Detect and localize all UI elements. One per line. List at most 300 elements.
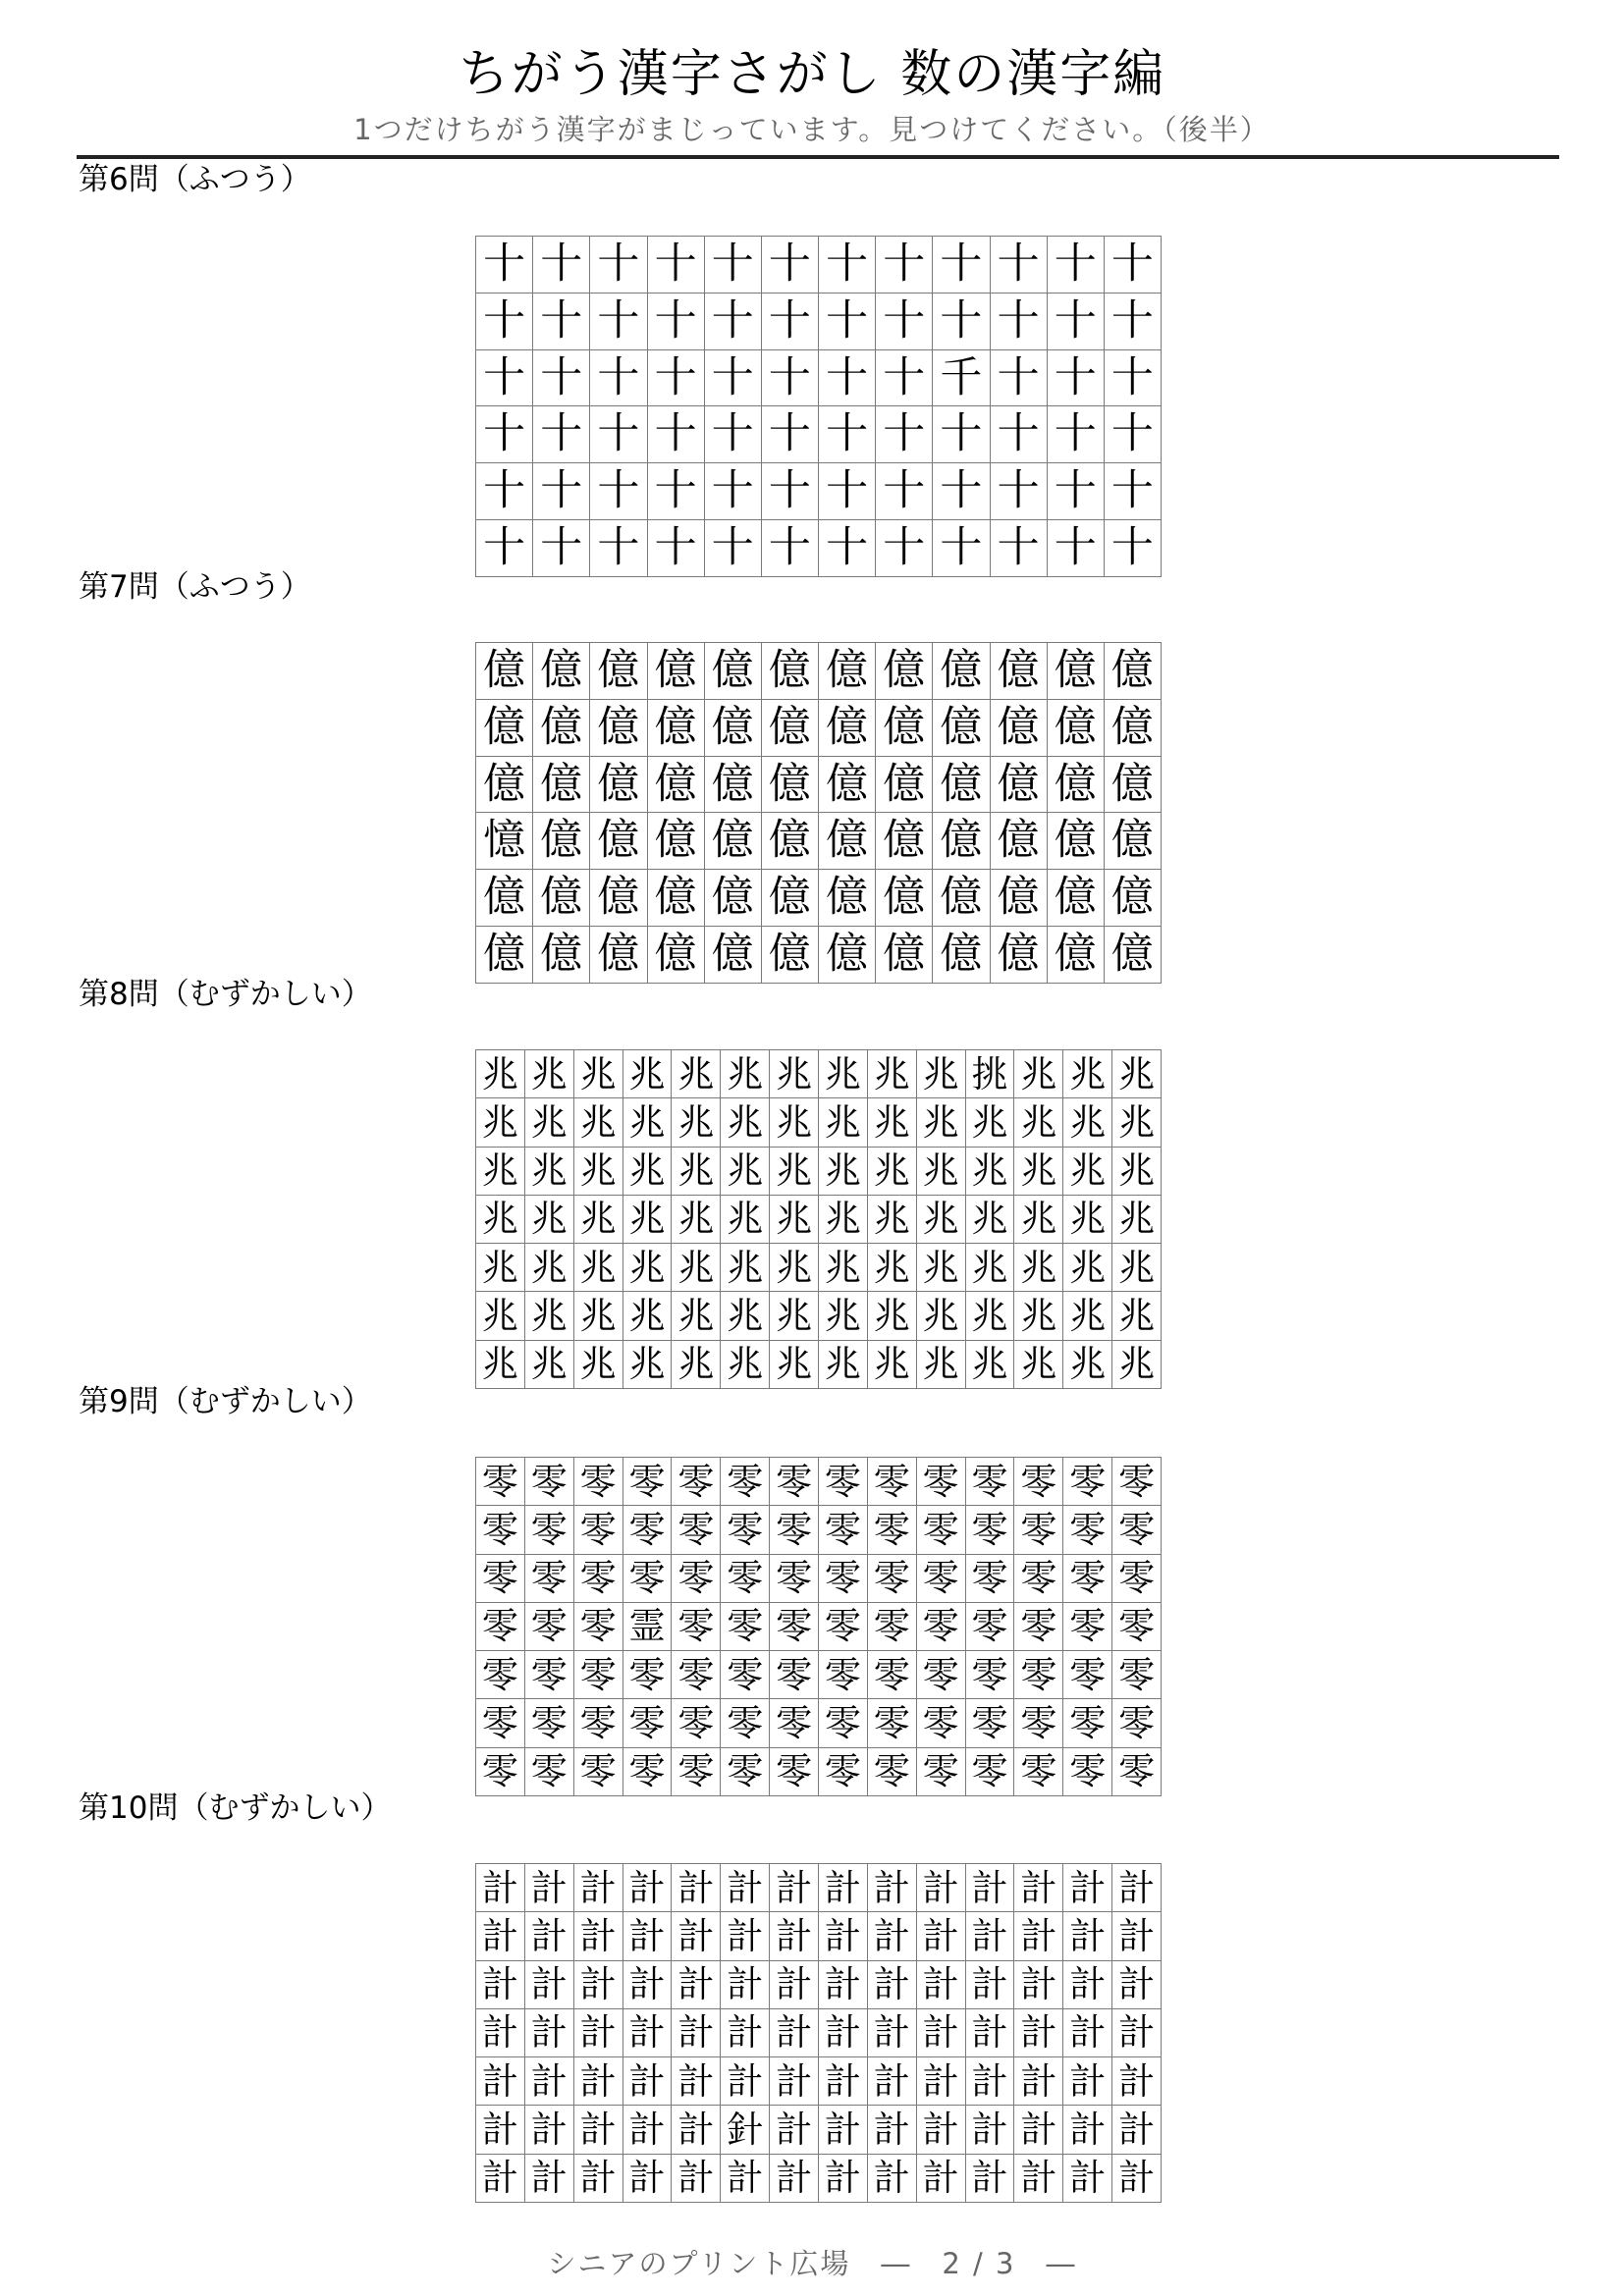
kanji-cell: 億 [533,757,590,814]
kanji-cell: 億 [648,813,705,870]
kanji-cell: 零 [1112,1748,1162,1796]
kanji-cell: 計 [966,2155,1015,2203]
kanji-cell: 兆 [1063,1244,1112,1292]
kanji-cell: 計 [966,2106,1015,2154]
kanji-cell: 兆 [770,1148,819,1196]
kanji-cell: 兆 [525,1244,574,1292]
kanji-cell: 億 [705,927,762,984]
kanji-cell: 兆 [476,1292,525,1340]
kanji-cell: 兆 [868,1244,917,1292]
kanji-cell: 兆 [721,1196,770,1244]
kanji-cell: 兆 [525,1148,574,1196]
kanji-cell: 憶 [476,813,533,870]
kanji-cell: 零 [525,1651,574,1699]
kanji-cell: 計 [574,2009,623,2057]
kanji-cell: 計 [623,1961,673,2009]
question-6-label: 第6問（ふつう） [79,162,311,197]
kanji-cell: 十 [876,237,933,294]
kanji-cell: 億 [533,813,590,870]
kanji-cell: 兆 [966,1341,1015,1389]
question-7-label: 第7問（ふつう） [79,569,311,605]
kanji-cell: 零 [966,1555,1015,1603]
kanji-cell: 零 [574,1699,623,1747]
kanji-cell: 零 [966,1748,1015,1796]
kanji-cell: 零 [770,1651,819,1699]
kanji-cell: 計 [819,2106,868,2154]
kanji-cell: 零 [672,1603,721,1651]
kanji-cell: 兆 [525,1292,574,1340]
kanji-cell: 兆 [721,1098,770,1147]
kanji-cell: 零 [1014,1458,1063,1506]
kanji-cell: 億 [762,870,819,927]
kanji-cell: 十 [533,294,590,350]
kanji-cell: 計 [868,2106,917,2154]
kanji-cell: 零 [770,1699,819,1747]
kanji-cell: 兆 [476,1341,525,1389]
kanji-cell: 十 [1105,294,1162,350]
kanji-cell: 計 [623,2106,673,2154]
kanji-cell: 十 [933,520,990,577]
kanji-cell: 零 [1112,1555,1162,1603]
kanji-cell: 零 [1063,1555,1112,1603]
kanji-cell: 零 [868,1458,917,1506]
kanji-cell: 針 [721,2106,770,2154]
kanji-cell: 零 [1014,1555,1063,1603]
kanji-cell: 計 [966,1864,1015,1912]
kanji-cell: 兆 [574,1244,623,1292]
kanji-cell: 計 [1112,2106,1162,2154]
kanji-cell: 挑 [966,1050,1015,1098]
kanji-cell: 兆 [819,1341,868,1389]
kanji-cell: 十 [533,350,590,407]
page-title: ちがう漢字さがし 数の漢字編 [458,45,1166,104]
kanji-cell: 億 [476,870,533,927]
kanji-cell: 兆 [966,1148,1015,1196]
kanji-cell: 十 [762,350,819,407]
kanji-cell: 計 [672,2155,721,2203]
kanji-cell: 兆 [623,1098,673,1147]
kanji-cell: 零 [574,1458,623,1506]
kanji-cell: 計 [819,2009,868,2057]
kanji-cell: 億 [705,757,762,814]
kanji-cell: 計 [1014,2057,1063,2106]
question-10-label: 第10問（むずかしい） [79,1790,392,1826]
kanji-cell: 計 [770,2057,819,2106]
kanji-cell: 計 [672,1961,721,2009]
kanji-cell: 億 [533,643,590,700]
kanji-cell: 計 [917,1961,966,2009]
kanji-cell: 計 [770,2155,819,2203]
kanji-cell: 零 [1014,1603,1063,1651]
kanji-cell: 計 [917,1912,966,1960]
kanji-cell: 兆 [770,1292,819,1340]
kanji-cell: 兆 [623,1341,673,1389]
kanji-cell: 零 [1014,1651,1063,1699]
kanji-cell: 零 [1063,1748,1112,1796]
kanji-cell: 十 [991,237,1048,294]
kanji-cell: 計 [525,1961,574,2009]
kanji-cell: 兆 [819,1292,868,1340]
kanji-cell: 兆 [672,1341,721,1389]
kanji-cell: 億 [819,927,876,984]
kanji-cell: 零 [476,1458,525,1506]
kanji-cell: 十 [1105,463,1162,520]
kanji-cell: 霊 [623,1603,673,1651]
kanji-cell: 十 [819,350,876,407]
kanji-cell: 十 [1048,294,1105,350]
kanji-cell: 計 [966,1912,1015,1960]
kanji-cell: 十 [876,463,933,520]
kanji-cell: 零 [1112,1506,1162,1554]
question-8-label: 第8問（むずかしい） [79,977,372,1012]
kanji-cell: 十 [762,406,819,463]
kanji-cell: 兆 [525,1098,574,1147]
kanji-cell: 兆 [819,1148,868,1196]
kanji-cell: 零 [623,1748,673,1796]
kanji-cell: 兆 [672,1292,721,1340]
kanji-cell: 十 [705,294,762,350]
kanji-cell: 億 [819,643,876,700]
kanji-cell: 計 [917,2057,966,2106]
kanji-cell: 億 [648,927,705,984]
kanji-cell: 零 [476,1506,525,1554]
kanji-cell: 億 [876,927,933,984]
kanji-cell: 十 [533,406,590,463]
kanji-cell: 十 [648,237,705,294]
kanji-cell: 計 [917,1864,966,1912]
kanji-cell: 計 [1112,1912,1162,1960]
kanji-cell: 計 [819,2057,868,2106]
kanji-cell: 億 [1105,700,1162,757]
kanji-cell: 兆 [1063,1292,1112,1340]
kanji-cell: 零 [917,1555,966,1603]
kanji-cell: 兆 [672,1196,721,1244]
kanji-cell: 億 [933,757,990,814]
kanji-cell: 兆 [1014,1292,1063,1340]
kanji-cell: 兆 [966,1244,1015,1292]
kanji-cell: 零 [770,1458,819,1506]
kanji-cell: 兆 [917,1050,966,1098]
kanji-cell: 十 [819,463,876,520]
kanji-cell: 億 [933,643,990,700]
kanji-cell: 億 [991,643,1048,700]
kanji-cell: 十 [476,463,533,520]
kanji-cell: 兆 [917,1098,966,1147]
kanji-cell: 計 [1063,2057,1112,2106]
kanji-cell: 兆 [721,1148,770,1196]
kanji-cell: 兆 [574,1341,623,1389]
kanji-cell: 億 [819,700,876,757]
kanji-cell: 十 [933,406,990,463]
kanji-cell: 十 [476,406,533,463]
kanji-cell: 十 [933,237,990,294]
kanji-cell: 億 [705,813,762,870]
kanji-cell: 計 [721,1912,770,1960]
kanji-cell: 十 [819,406,876,463]
kanji-cell: 零 [672,1506,721,1554]
kanji-cell: 零 [623,1699,673,1747]
kanji-cell: 十 [991,350,1048,407]
kanji-cell: 計 [1014,1912,1063,1960]
kanji-cell: 零 [868,1506,917,1554]
kanji-cell: 兆 [1014,1341,1063,1389]
kanji-cell: 零 [1014,1699,1063,1747]
kanji-cell: 計 [525,1912,574,1960]
kanji-cell: 計 [1063,2106,1112,2154]
kanji-cell: 零 [574,1651,623,1699]
kanji-cell: 計 [966,2009,1015,2057]
kanji-cell: 兆 [1014,1050,1063,1098]
kanji-cell: 十 [991,406,1048,463]
kanji-cell: 兆 [672,1244,721,1292]
kanji-cell: 億 [876,813,933,870]
kanji-cell: 十 [590,406,647,463]
kanji-cell: 十 [1105,350,1162,407]
kanji-cell: 零 [1063,1603,1112,1651]
kanji-cell: 零 [868,1555,917,1603]
kanji-cell: 兆 [574,1050,623,1098]
kanji-cell: 億 [1048,927,1105,984]
kanji-cell: 計 [623,2155,673,2203]
question-8-grid [475,1049,1162,1389]
kanji-cell: 億 [648,643,705,700]
kanji-cell: 十 [1105,520,1162,577]
kanji-cell: 計 [868,1912,917,1960]
kanji-cell: 億 [705,643,762,700]
kanji-cell: 億 [933,813,990,870]
kanji-cell: 計 [868,2155,917,2203]
kanji-cell: 零 [868,1699,917,1747]
kanji-cell: 兆 [476,1196,525,1244]
kanji-cell: 計 [770,2009,819,2057]
kanji-cell: 兆 [770,1098,819,1147]
kanji-cell: 計 [574,2057,623,2106]
kanji-cell: 兆 [1063,1148,1112,1196]
kanji-cell: 計 [1063,1961,1112,2009]
kanji-cell: 十 [648,294,705,350]
kanji-cell: 零 [1063,1651,1112,1699]
kanji-cell: 兆 [917,1341,966,1389]
kanji-cell: 兆 [1112,1341,1162,1389]
kanji-cell: 零 [966,1458,1015,1506]
kanji-cell: 零 [672,1699,721,1747]
kanji-cell: 零 [476,1748,525,1796]
kanji-cell: 計 [770,1961,819,2009]
kanji-cell: 計 [672,1864,721,1912]
kanji-cell: 計 [721,2155,770,2203]
kanji-cell: 計 [476,1912,525,1960]
kanji-cell: 計 [917,2106,966,2154]
kanji-cell: 零 [525,1506,574,1554]
kanji-cell: 零 [574,1506,623,1554]
kanji-cell: 計 [770,2106,819,2154]
kanji-cell: 計 [672,1912,721,1960]
kanji-cell: 億 [991,870,1048,927]
kanji-cell: 零 [672,1555,721,1603]
kanji-cell: 零 [721,1699,770,1747]
kanji-cell: 億 [590,757,647,814]
kanji-cell: 零 [1112,1651,1162,1699]
kanji-cell: 兆 [721,1292,770,1340]
kanji-cell: 零 [819,1748,868,1796]
kanji-cell: 零 [1014,1506,1063,1554]
kanji-cell: 計 [868,1961,917,2009]
kanji-cell: 計 [819,2155,868,2203]
kanji-cell: 兆 [1014,1148,1063,1196]
kanji-cell: 十 [1048,463,1105,520]
kanji-cell: 計 [721,1961,770,2009]
kanji-cell: 十 [590,520,647,577]
kanji-cell: 零 [672,1748,721,1796]
page-footer: シニアのプリント広場 ― 2 / 3 ― [547,2247,1077,2280]
kanji-cell: 計 [623,2009,673,2057]
kanji-cell: 零 [770,1748,819,1796]
kanji-cell: 十 [1048,350,1105,407]
kanji-cell: 零 [917,1748,966,1796]
kanji-cell: 十 [705,520,762,577]
kanji-cell: 億 [876,643,933,700]
kanji-cell: 零 [476,1603,525,1651]
kanji-cell: 億 [762,813,819,870]
kanji-cell: 十 [705,350,762,407]
kanji-cell: 兆 [623,1292,673,1340]
question-10-grid [475,1863,1162,2203]
kanji-cell: 零 [574,1603,623,1651]
kanji-cell: 億 [876,700,933,757]
kanji-cell: 零 [721,1748,770,1796]
kanji-cell: 計 [1112,1961,1162,2009]
kanji-cell: 億 [476,700,533,757]
kanji-cell: 兆 [623,1196,673,1244]
kanji-cell: 零 [574,1748,623,1796]
kanji-cell: 零 [770,1555,819,1603]
kanji-cell: 零 [868,1748,917,1796]
kanji-cell: 零 [721,1555,770,1603]
kanji-cell: 計 [525,2155,574,2203]
kanji-cell: 計 [476,1864,525,1912]
kanji-cell: 兆 [868,1050,917,1098]
kanji-cell: 計 [966,2057,1015,2106]
kanji-cell: 計 [476,2057,525,2106]
kanji-cell: 兆 [574,1148,623,1196]
kanji-cell: 十 [648,350,705,407]
kanji-cell: 計 [917,2009,966,2057]
kanji-cell: 計 [476,2009,525,2057]
kanji-cell: 億 [1105,757,1162,814]
kanji-cell: 零 [917,1651,966,1699]
kanji-cell: 零 [819,1458,868,1506]
kanji-cell: 兆 [868,1196,917,1244]
kanji-cell: 億 [762,927,819,984]
kanji-cell: 億 [705,870,762,927]
kanji-cell: 兆 [868,1148,917,1196]
kanji-cell: 兆 [1112,1098,1162,1147]
kanji-cell: 計 [574,1961,623,2009]
kanji-cell: 零 [525,1748,574,1796]
kanji-cell: 零 [819,1603,868,1651]
kanji-cell: 億 [476,643,533,700]
kanji-cell: 十 [1048,520,1105,577]
kanji-cell: 零 [819,1651,868,1699]
kanji-cell: 億 [476,927,533,984]
kanji-cell: 億 [590,700,647,757]
kanji-cell: 計 [1112,2155,1162,2203]
kanji-cell: 兆 [476,1098,525,1147]
kanji-cell: 計 [476,2155,525,2203]
kanji-cell: 零 [770,1603,819,1651]
kanji-cell: 兆 [721,1244,770,1292]
kanji-cell: 億 [533,927,590,984]
kanji-cell: 兆 [525,1196,574,1244]
kanji-cell: 零 [1063,1699,1112,1747]
kanji-cell: 億 [1105,927,1162,984]
kanji-cell: 億 [762,757,819,814]
kanji-cell: 兆 [770,1196,819,1244]
kanji-cell: 兆 [966,1196,1015,1244]
kanji-cell: 兆 [1112,1050,1162,1098]
kanji-cell: 兆 [1112,1196,1162,1244]
kanji-cell: 兆 [721,1050,770,1098]
kanji-cell: 零 [476,1555,525,1603]
question-9-label: 第9問（むずかしい） [79,1384,372,1419]
kanji-cell: 計 [1112,1864,1162,1912]
question-6-grid [475,236,1162,577]
kanji-cell: 兆 [476,1148,525,1196]
kanji-cell: 億 [590,643,647,700]
kanji-cell: 零 [525,1555,574,1603]
kanji-cell: 計 [770,1864,819,1912]
kanji-cell: 零 [525,1603,574,1651]
kanji-cell: 兆 [770,1050,819,1098]
kanji-cell: 十 [590,350,647,407]
kanji-cell: 億 [1105,643,1162,700]
kanji-cell: 兆 [1112,1148,1162,1196]
kanji-cell: 億 [819,813,876,870]
kanji-cell: 零 [966,1651,1015,1699]
kanji-cell: 億 [1048,700,1105,757]
kanji-cell: 兆 [574,1292,623,1340]
kanji-cell: 兆 [917,1292,966,1340]
kanji-cell: 兆 [868,1098,917,1147]
kanji-cell: 計 [721,1864,770,1912]
kanji-cell: 零 [721,1603,770,1651]
kanji-cell: 兆 [1112,1244,1162,1292]
kanji-cell: 十 [876,406,933,463]
kanji-cell: 計 [1063,1864,1112,1912]
kanji-cell: 計 [672,2057,721,2106]
kanji-cell: 零 [966,1506,1015,1554]
kanji-cell: 十 [705,237,762,294]
kanji-cell: 十 [762,294,819,350]
kanji-cell: 計 [672,2009,721,2057]
kanji-cell: 零 [819,1555,868,1603]
kanji-cell: 計 [574,1864,623,1912]
kanji-cell: 零 [672,1651,721,1699]
kanji-cell: 十 [762,237,819,294]
kanji-cell: 零 [819,1699,868,1747]
kanji-cell: 計 [1063,1912,1112,1960]
kanji-cell: 兆 [1014,1098,1063,1147]
kanji-cell: 計 [525,2106,574,2154]
kanji-cell: 十 [991,520,1048,577]
kanji-cell: 計 [868,1864,917,1912]
kanji-cell: 計 [1112,2009,1162,2057]
kanji-cell: 零 [966,1699,1015,1747]
kanji-cell: 零 [623,1555,673,1603]
kanji-cell: 兆 [476,1050,525,1098]
kanji-cell: 十 [476,294,533,350]
kanji-cell: 計 [1063,2155,1112,2203]
